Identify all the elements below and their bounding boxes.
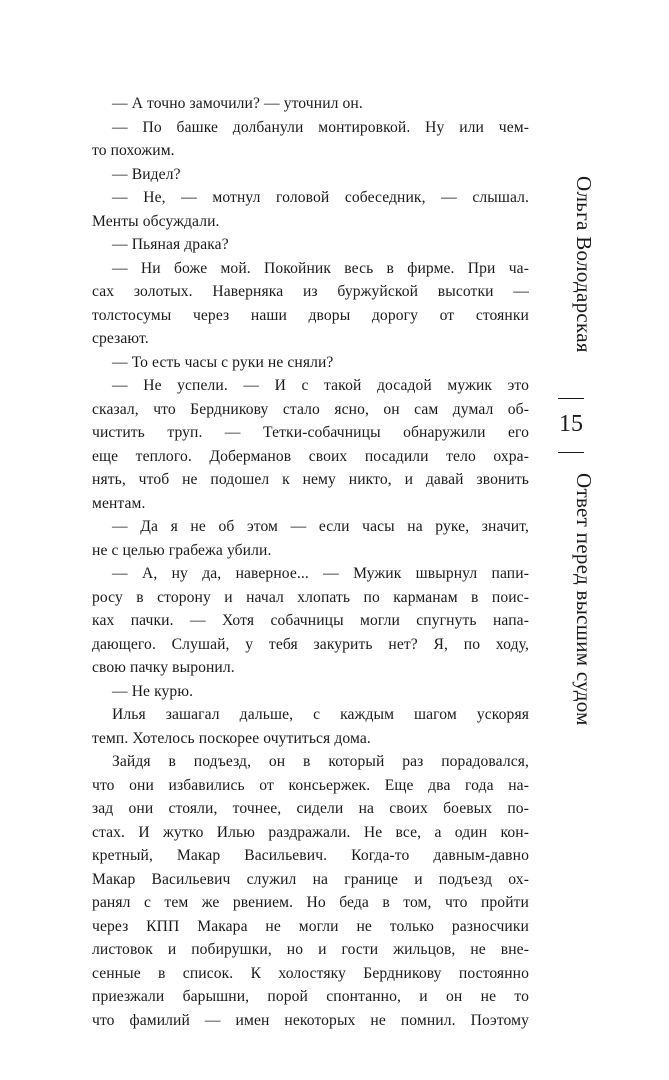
text-line: — По башке долбанули монтировкой. Ну или чем-: [112, 118, 529, 136]
text-line: дающего. Слушай, у тебя закурить нет? Я, по ходу,: [92, 635, 529, 653]
text-line: сенные в список. К холостяку Бердникову постоянно: [92, 964, 529, 982]
text-line: что фамилий — имен некоторых не помнил. Поэтому: [92, 1011, 529, 1029]
running-head: [546, 0, 596, 1080]
text-line: — А, ну да, наверное... — Мужик швырнул папи-: [112, 565, 529, 582]
text-line: Менты обсуждали.: [92, 212, 220, 230]
text-line: то похожим.: [92, 142, 175, 159]
text-line: темп. Хотелось поскорее очутиться дома.: [92, 729, 371, 747]
page-number-rule-bottom: [558, 452, 584, 453]
text-line: — Не, — мотнул головой собеседник, — слышал.: [112, 189, 529, 206]
text-line: — Да я не об этом — если часы на руке, значит,: [112, 518, 529, 535]
text-line: ранял с тем же рвением. Но беда в том, что пройти: [92, 894, 529, 911]
running-head-author: Ольга Володарская: [572, 176, 596, 353]
body-text: [92, 92, 529, 1032]
text-line: через КПП Макара не могли не только разносчики: [92, 917, 529, 935]
page-number: 15: [559, 411, 583, 437]
text-line: Илья зашагал дальше, с каждым шагом ускоряя: [112, 706, 529, 723]
text-line: не с целью грабежа убили.: [92, 541, 272, 559]
text-line: нять, чтоб не подошел к нему никто, и давай звонить: [92, 471, 529, 488]
text-line: свою пачку выронил.: [92, 659, 235, 676]
text-line: листовок и побирушки, но и гости жильцов, не вне-: [92, 941, 529, 958]
text-line: зад они стояли, точнее, сидели на своих боевых по-: [92, 800, 529, 817]
text-line: — Не успели. — И с такой досадой мужик это: [112, 377, 529, 394]
text-line: — Видел?: [112, 165, 181, 183]
page-number-rule-top: [558, 398, 584, 399]
text-line: Макар Васильевич служил на границе и подъезд ох-: [92, 870, 529, 888]
text-line: ментам.: [92, 494, 146, 512]
text-line: стах. И жутко Илью раздражали. Не все, а один кон-: [92, 823, 529, 841]
text-line: Зайдя в подъезд, он в который раз порадовался,: [112, 753, 529, 770]
text-line: — Не курю.: [112, 682, 194, 700]
text-line: ках пачки. — Хотя собачницы могли спугнуть напа-: [92, 612, 529, 629]
text-line: приезжали барышни, порой спонтанно, и он не то: [92, 988, 529, 1005]
text-line: срезают.: [92, 330, 149, 347]
text-line: толстосумы через наши дворы дорогу от стоянки: [92, 306, 529, 324]
running-head-title: Ответ перед высшим судом: [572, 473, 596, 726]
text-line: — Пьяная драка?: [112, 236, 229, 253]
text-line: еще теплого. Доберманов своих посадили тело охра-: [92, 447, 529, 465]
text-line: — То есть часы с руки не сняли?: [112, 353, 334, 371]
text-line: — Ни боже мой. Покойник весь в фирме. При ча-: [112, 259, 529, 277]
text-line: сах золотых. Наверняка из буржуйской высотки —: [92, 283, 529, 300]
text-line: чистить труп. — Тетки-собачницы обнаружили его: [92, 424, 529, 441]
text-line: сказал, что Бердникову стало ясно, он сам думал об-: [92, 400, 529, 418]
text-line: кретный, Макар Васильевич. Когда-то давным-давно: [92, 847, 529, 864]
text-line: — А точно замочили? — уточнил он.: [112, 95, 363, 112]
text-line: что они избавились от консьержек. Еще два года на-: [92, 776, 529, 794]
text-line: росу в сторону и начал хлопать по карманам в поис-: [92, 588, 529, 606]
